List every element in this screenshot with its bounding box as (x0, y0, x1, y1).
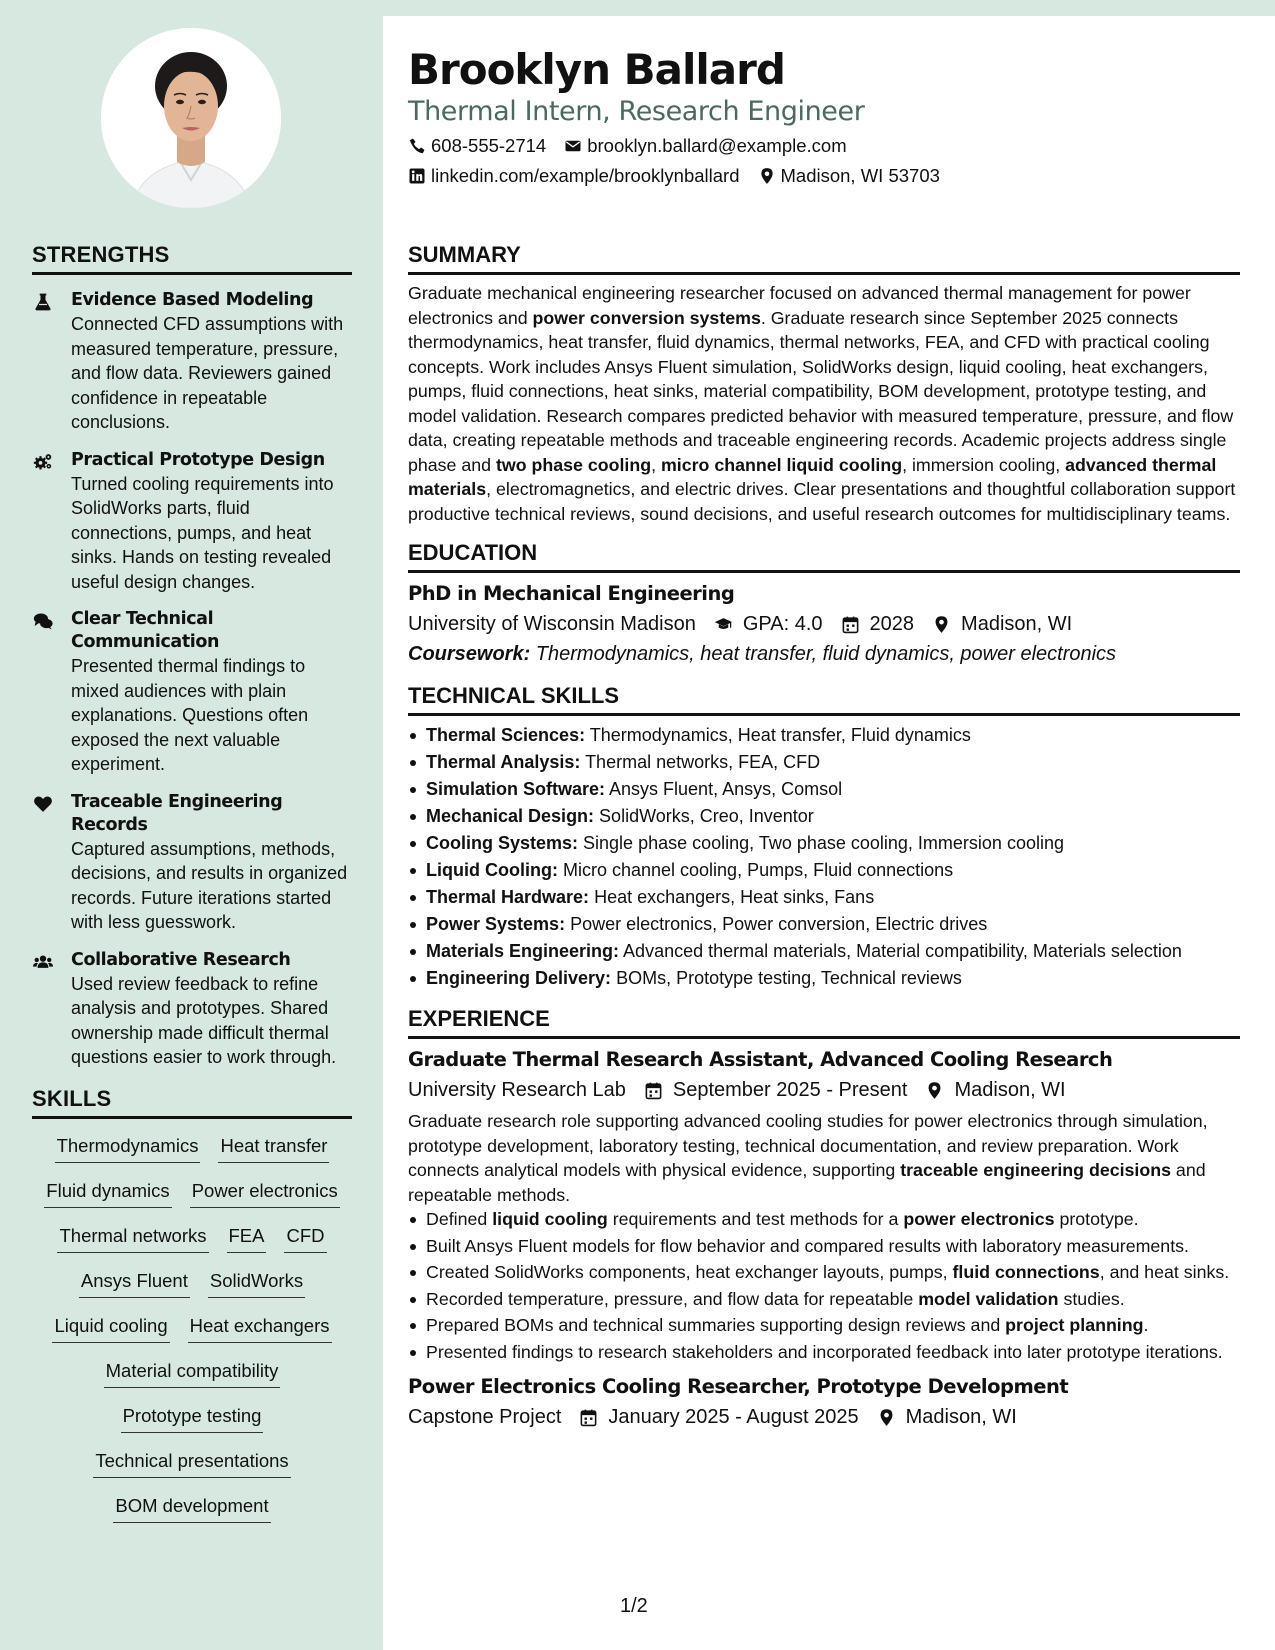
edu-location-item (932, 609, 1072, 639)
flask-icon (32, 292, 54, 312)
skill-chip-row (32, 1223, 352, 1268)
skill-label: Thermal Analysis: (426, 752, 581, 772)
list-item (408, 1207, 1240, 1232)
edu-location-text: Madison, WI (961, 613, 1073, 635)
skill-chip: SolidWorks (208, 1268, 305, 1298)
skill-value: Heat exchangers, Heat sinks, Fans (589, 887, 875, 907)
bold-text: liquid cooling (492, 1209, 608, 1229)
education-section (408, 540, 1240, 669)
skill-label: Engineering Delivery: (426, 968, 612, 988)
main-column (408, 242, 1240, 1432)
technical-skills-section (408, 683, 1240, 992)
list-item (408, 911, 1240, 938)
job-location: Madison, WI (954, 1079, 1066, 1101)
skill-chip: CFD (284, 1223, 326, 1253)
strength-desc: Presented thermal findings to mixed audiences with plain explanations. Questions often exposed the next valuable experiment. (71, 656, 309, 774)
strength-desc: Turned cooling requirements into SolidWorks parts, fluid connections, pumps, and heat sinks. Hands on testing revealed useful design changes. (71, 473, 334, 592)
job-bullets (408, 1207, 1240, 1364)
text-run: prototype. (1054, 1209, 1139, 1229)
text-run: and repeatable methods. (408, 1160, 1206, 1205)
page-number: 1/2 (620, 1595, 648, 1617)
text-run: Defined (426, 1209, 493, 1229)
text-run: Presented findings to research stakeholders and incorporated feedback into later prototype iterations. (426, 1341, 1223, 1362)
strength-item (32, 949, 352, 1070)
strength-title: Clear Technical Communication (71, 609, 220, 652)
technical-skills-list (408, 722, 1240, 992)
strength-title: Evidence Based Modeling (71, 290, 314, 310)
contact-line-1 (408, 133, 859, 159)
bold-text: power electronics (903, 1209, 1055, 1229)
bold-text: model validation (918, 1288, 1059, 1309)
gpa-text: GPA: 4.0 (742, 613, 823, 635)
email-contact[interactable] (564, 133, 846, 159)
text-run: Built Ansys Fluent models for flow behavior and compared results with laboratory measurements. (426, 1235, 1189, 1256)
bold-text: power conversion systems (532, 307, 761, 328)
skill-chip-row (32, 1268, 352, 1313)
portrait-image (101, 28, 281, 208)
skill-label: Mechanical Design: (426, 806, 595, 826)
technical-skills-title: TECHNICAL SKILLS (408, 683, 1240, 716)
year-item (841, 609, 915, 639)
skill-chip-row (32, 1313, 352, 1358)
skill-chip: Thermodynamics (55, 1133, 201, 1163)
skill-value: Single phase cooling, Two phase cooling, Immersion cooling (578, 833, 1064, 853)
text-run: . (1143, 1315, 1149, 1335)
bold-text: micro channel liquid cooling (661, 454, 903, 475)
bold-text: advanced thermal materials (408, 454, 1217, 499)
list-item (408, 857, 1240, 884)
candidate-role: Thermal Intern, Research Engineer (408, 96, 865, 127)
strength-item (32, 449, 352, 595)
map-pin-icon (932, 615, 951, 634)
job-dates: September 2025 - Present (672, 1079, 908, 1101)
graduation-cap-icon (714, 615, 733, 634)
text-run: , immersion cooling, (902, 454, 1066, 475)
map-pin-icon (877, 1408, 896, 1427)
skill-chip: BOM development (113, 1493, 270, 1523)
list-item (408, 1260, 1240, 1285)
skill-value: Thermodynamics, Heat transfer, Fluid dynamics (585, 725, 971, 745)
text-run: requirements and test methods for a (607, 1209, 904, 1229)
text-run: , (651, 454, 661, 475)
text-run: . Graduate research since September 2025 connects thermodynamics, heat transfer, fluid dynamics, thermal networks, FEA, and CFD with practical cooling concepts. Work includes Ansys Fluent simulation, SolidWorks design, liquid cooling, heat exchangers, pumps, fluid connections, heat sinks, material compatibility, BOM development, prototype testing, and model validation. Research compares predicted behavior with measured temperature, pressure, and flow data, creating repeatable methods and traceable engineering records. Academic projects address single phase and (408, 307, 1234, 475)
job-title: Graduate Thermal Research Assistant, Advanced Cooling Research (408, 1048, 1113, 1071)
bold-text: fluid connections (952, 1262, 1100, 1282)
summary-section (408, 242, 1240, 526)
job-location-item (877, 1402, 1017, 1432)
list-item (408, 965, 1240, 992)
bold-text: two phase cooling (496, 454, 652, 475)
skill-chip: Ansys Fluent (79, 1268, 190, 1298)
coursework-label: Coursework: (408, 643, 531, 665)
job-location-item (925, 1075, 1065, 1105)
gears-icon (32, 452, 54, 472)
text-run: , and heat sinks. (1099, 1262, 1230, 1282)
skill-chip: Liquid cooling (52, 1313, 169, 1343)
gpa-item (714, 609, 823, 639)
linkedin-icon (408, 167, 426, 185)
strength-title: Traceable Engineering Records (71, 791, 283, 835)
list-item (408, 722, 1240, 749)
email-text: brooklyn.ballard@example.com (587, 135, 847, 156)
skill-label: Materials Engineering: (426, 941, 620, 961)
text-run: , electromagnetics, and electric drives. Clear presentations and thoughtful collaboration support productive technical reviews, sound decisions, and useful research outcomes for multidisciplinary teams. (408, 479, 1236, 524)
location-contact (758, 163, 940, 189)
skill-value: Power electronics, Power conversion, Electric drives (565, 914, 988, 934)
job-org: Capstone Project (408, 1406, 562, 1428)
skill-label: Simulation Software: (426, 779, 606, 799)
strength-item (32, 608, 352, 777)
envelope-icon (564, 137, 582, 155)
job-entry (408, 1372, 1240, 1432)
skill-value: Thermal networks, FEA, CFD (580, 752, 821, 772)
skill-value: Advanced thermal materials, Material compatibility, Materials selection (619, 941, 1182, 961)
list-item (408, 1313, 1240, 1338)
skill-chip-row (32, 1403, 352, 1448)
calendar-icon (841, 615, 860, 634)
job-dates: January 2025 - August 2025 (608, 1406, 859, 1428)
job-org: University Research Lab (408, 1079, 626, 1101)
skill-chips (32, 1133, 352, 1538)
summary-title: SUMMARY (408, 242, 1240, 275)
strength-desc: Used review feedback to refine analysis and prototypes. Shared ownership made difficult thermal questions easier to work through. (71, 973, 337, 1067)
skill-chip: Power electronics (190, 1178, 340, 1208)
skill-value: Ansys Fluent, Ansys, Comsol (605, 779, 843, 799)
list-item (408, 1340, 1240, 1365)
skill-chip-row (32, 1358, 352, 1403)
year-text: 2028 (869, 613, 915, 635)
job-meta (408, 1075, 1240, 1105)
skill-value: SolidWorks, Creo, Inventor (594, 806, 814, 826)
skill-chip-row (32, 1448, 352, 1493)
skill-chip-row (32, 1493, 352, 1538)
education-title: EDUCATION (408, 540, 1240, 573)
phone-contact[interactable] (408, 133, 546, 159)
text-run: Graduate research role supporting advanced cooling studies for power electronics through simulation, prototype development, laboratory testing, technical documentation, and review preparation. Work connects analytical models with physical evidence, supporting (408, 1111, 1208, 1180)
list-item (408, 1234, 1240, 1259)
text-run: Recorded temperature, pressure, and flow data for repeatable (426, 1288, 919, 1309)
profile-photo (101, 28, 281, 208)
users-icon (32, 952, 54, 972)
degree-title: PhD in Mechanical Engineering (408, 582, 735, 605)
skill-chip-row (32, 1133, 352, 1178)
list-item (408, 776, 1240, 803)
experience-title: EXPERIENCE (408, 1006, 1240, 1039)
strength-item (32, 289, 352, 435)
skill-label: Power Systems: (426, 914, 566, 934)
skill-chip: Heat exchangers (188, 1313, 332, 1343)
text-run: Graduate mechanical engineering researcher focused on advanced thermal management for power electronics and (408, 283, 1191, 328)
list-item (408, 1287, 1240, 1312)
text-run: Prepared BOMs and technical summaries supporting design reviews and (426, 1315, 1006, 1335)
strength-title: Collaborative Research (71, 949, 291, 970)
coursework-text: Thermodynamics, heat transfer, fluid dynamics, power electronics (530, 643, 1117, 665)
strength-item (32, 791, 352, 935)
skills-sidebar-section (32, 1086, 352, 1538)
skill-label: Cooling Systems: (426, 833, 579, 853)
linkedin-contact[interactable] (408, 163, 740, 189)
list-item (408, 938, 1240, 965)
strengths-section (32, 242, 352, 1070)
skill-chip: Thermal networks (57, 1223, 208, 1253)
job-description (408, 1109, 1240, 1207)
summary-text (408, 281, 1240, 526)
location-text: Madison, WI 53703 (780, 165, 940, 186)
strength-title: Practical Prototype Design (71, 449, 325, 470)
comments-icon (32, 611, 54, 631)
list-item (408, 830, 1240, 857)
contact-line-2 (408, 163, 952, 189)
skill-chip: Fluid dynamics (44, 1178, 171, 1208)
phone-icon (408, 137, 426, 155)
calendar-icon (579, 1408, 598, 1427)
top-band (383, 0, 1275, 16)
linkedin-text: linkedin.com/example/brooklynballard (431, 165, 740, 186)
list-item (408, 803, 1240, 830)
job-location: Madison, WI (905, 1406, 1017, 1428)
school-name: University of Wisconsin Madison (408, 613, 696, 635)
bold-text: project planning (1005, 1315, 1144, 1335)
heart-icon (32, 794, 54, 814)
skill-chip: Technical presentations (93, 1448, 290, 1478)
skill-value: BOMs, Prototype testing, Technical reviews (611, 968, 962, 988)
skill-label: Liquid Cooling: (426, 860, 558, 880)
skill-chip: FEA (227, 1223, 267, 1253)
candidate-name: Brooklyn Ballard (408, 45, 785, 94)
experience-section (408, 1006, 1240, 1432)
calendar-icon (644, 1081, 663, 1100)
coursework-line (408, 639, 1240, 669)
skill-chip: Prototype testing (121, 1403, 264, 1433)
strengths-title: STRENGTHS (32, 242, 352, 275)
job-dates-item (644, 1075, 908, 1105)
map-pin-icon (925, 1081, 944, 1100)
education-meta (408, 609, 1240, 639)
job-meta (408, 1402, 1240, 1432)
skill-chip-row (32, 1178, 352, 1223)
list-item (408, 749, 1240, 776)
skill-value: Micro channel cooling, Pumps, Fluid connections (557, 860, 954, 880)
skills-sidebar-title: SKILLS (32, 1086, 352, 1119)
bold-text: traceable engineering decisions (900, 1160, 1171, 1180)
skill-chip: Material compatibility (104, 1358, 281, 1388)
skill-label: Thermal Sciences: (426, 725, 586, 745)
map-pin-icon (758, 167, 776, 185)
strength-desc: Connected CFD assumptions with measured temperature, pressure, and flow data. Reviewers gained confidence in repeatable conclusions. (71, 314, 344, 432)
text-run: Created SolidWorks components, heat exchanger layouts, pumps, (426, 1262, 953, 1282)
strength-desc: Captured assumptions, methods, decisions, and results in organized records. Future iterations started with less guesswork. (71, 838, 348, 932)
skill-chip: Heat transfer (218, 1133, 329, 1163)
job-entry (408, 1045, 1240, 1364)
phone-text: 608-555-2714 (431, 135, 547, 156)
text-run: studies. (1058, 1288, 1125, 1309)
job-title: Power Electronics Cooling Researcher, Prototype Development (408, 1375, 1069, 1398)
skill-label: Thermal Hardware: (426, 887, 590, 907)
list-item (408, 884, 1240, 911)
job-dates-item (579, 1402, 858, 1432)
